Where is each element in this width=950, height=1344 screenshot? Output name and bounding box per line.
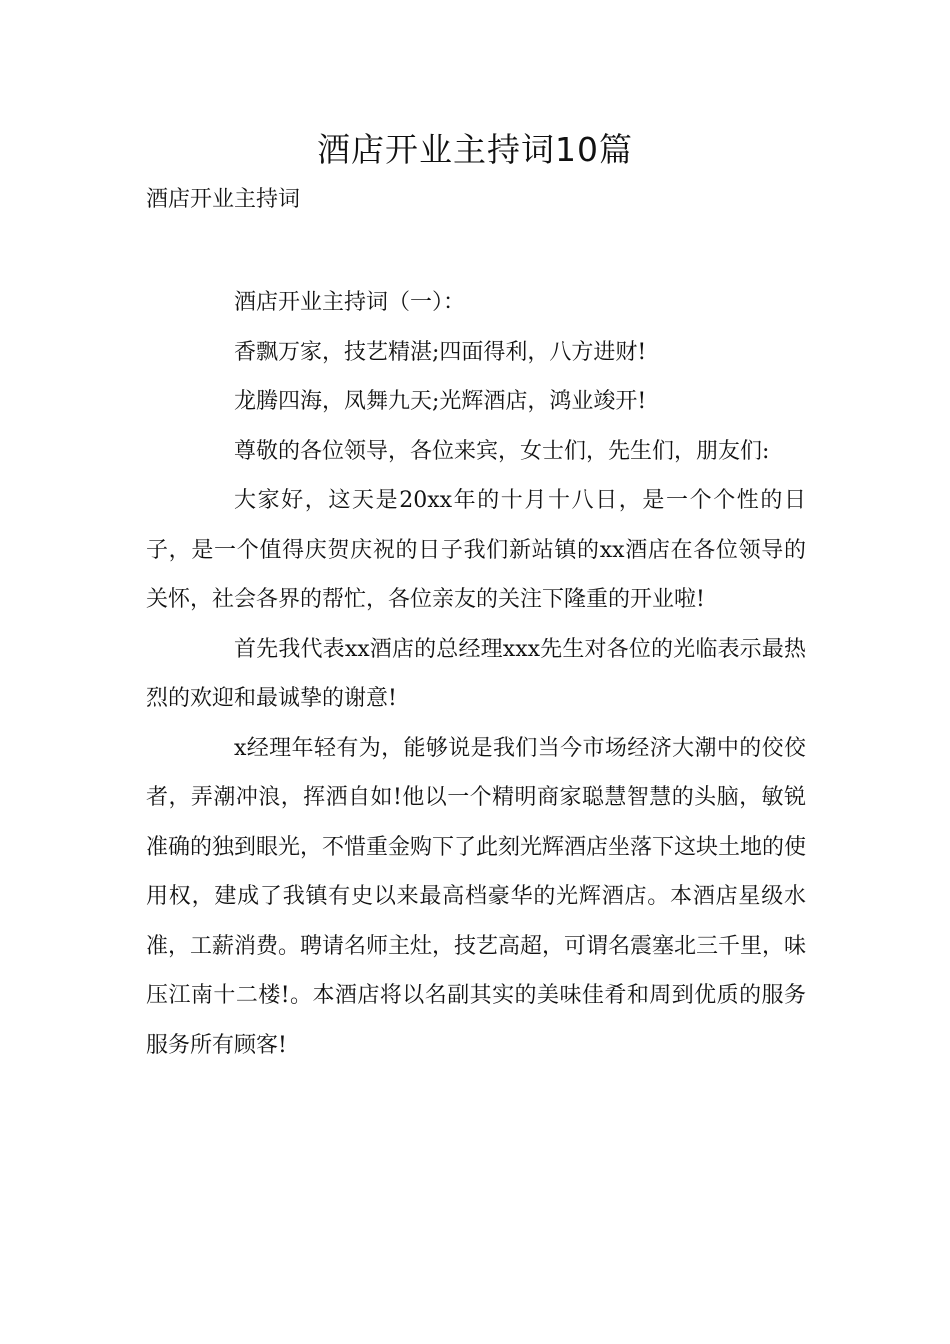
section-heading: 酒店开业主持词（一）： bbox=[234, 290, 466, 315]
paragraph: 大家好，这天是20xx年的十月十八日，是一个个性的日子，是一个值得庆贺庆祝的日子我们新站镇的xx酒店在各位领导的关怀，社会各界的帮忙，各位亲友的关注下隆重的开业啦! bbox=[146, 488, 806, 612]
paragraph: 龙腾四海，凤舞九天;光辉酒店，鸿业竣开! bbox=[234, 389, 647, 414]
paragraph: 尊敬的各位领导，各位来宾，女士们，先生们，朋友们: bbox=[234, 438, 770, 464]
document-title: 酒店开业主持词10篇 bbox=[317, 130, 633, 169]
document-subtitle: 酒店开业主持词 bbox=[146, 187, 301, 212]
paragraph: 首先我代表xx酒店的总经理xxx先生对各位的光临表示最热烈的欢迎和最诚挚的谢意! bbox=[146, 636, 806, 711]
paragraph: 香飘万家，技艺精湛;四面得利，八方进财! bbox=[234, 339, 647, 365]
document-body bbox=[146, 278, 806, 1070]
paragraph: x经理年轻有为，能够说是我们当今市场经济大潮中的佼佼者，弄潮冲浪，挥洒自如!他以一个精明商家聪慧智慧的头脑，敏锐准确的独到眼光，不惜重金购下了此刻光辉酒店坐落下这块土地的使用权，建成了我镇有史以来最高档豪华的光辉酒店。本酒店星级水准，工薪消费。聘请名师主灶，技艺高超，可谓名震塞北三千里，味压江南十二楼!。本酒店将以名副其实的美味佳肴和周到优质的服务服务所有顾客! bbox=[146, 735, 807, 1058]
